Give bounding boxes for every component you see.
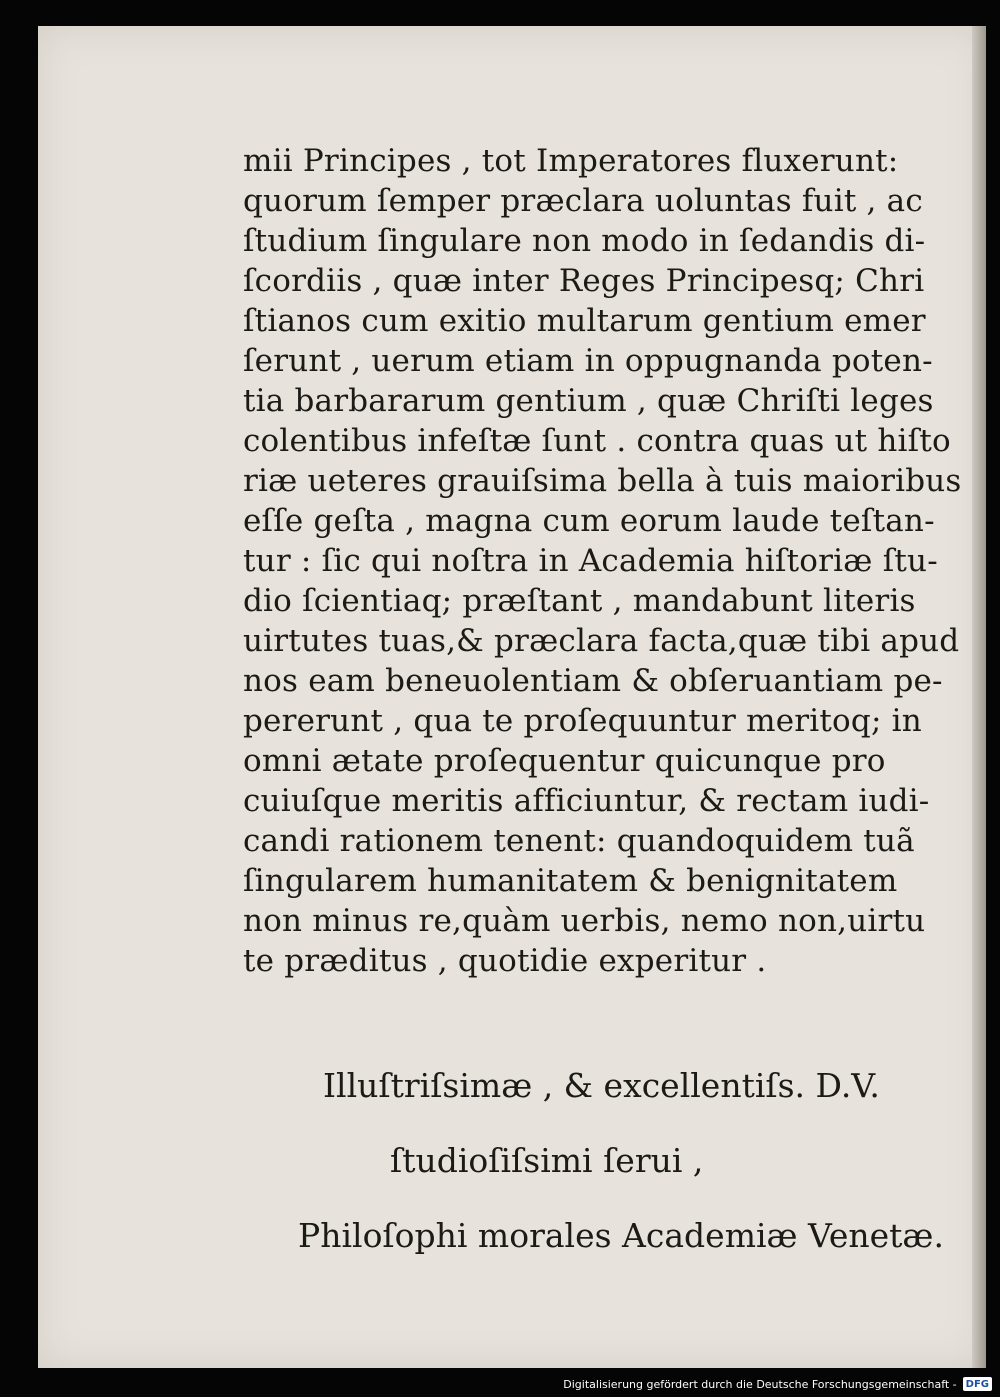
text-line: quorum ſemper præclara uoluntas fuit , ac bbox=[243, 183, 923, 219]
text-line: eſſe geſta , magna cum eorum laude teſtan- bbox=[243, 503, 935, 539]
text-line: omni ætate proſequentur quicunque pro bbox=[243, 743, 886, 779]
footer-credit: Digitalisierung gefördert durch die Deutsche Forschungsgemeinschaft - bbox=[563, 1377, 957, 1391]
text-line: riæ ueteres grauiſsima bella à tuis maioribus bbox=[243, 463, 962, 499]
text-line: cuiuſque meritis afficiuntur, & rectam iudi- bbox=[243, 783, 930, 819]
book-page bbox=[38, 26, 986, 1368]
text-line: nos eam beneuolentiam & obſeruantiam pe- bbox=[243, 663, 943, 699]
text-line: te præditus , quotidie experitur . bbox=[243, 943, 767, 979]
text-line: dio ſcientiaq; præſtant , mandabunt literis bbox=[243, 583, 916, 619]
text-line: ſcordiis , quæ inter Reges Principesq; Chri bbox=[243, 263, 925, 299]
text-line: mii Principes , tot Imperatores fluxerunt: bbox=[243, 143, 899, 179]
text-line: pererunt , qua te proſequuntur meritoq; in bbox=[243, 703, 922, 739]
closing-signature: Philoſophi morales Academiæ Venetæ. bbox=[298, 1216, 944, 1255]
text-line: colentibus infeſtæ ſunt . contra quas ut hiſto bbox=[243, 423, 951, 459]
text-line: ſtianos cum exitio multarum gentium emer bbox=[243, 303, 926, 339]
digitization-footer bbox=[563, 1375, 992, 1393]
text-line: tia barbararum gentium , quæ Chriſti leges bbox=[243, 383, 934, 419]
closing-servants: ſtudioſiſsimi ſerui , bbox=[390, 1141, 704, 1180]
text-line: non minus re,quàm uerbis, nemo non,uirtu bbox=[243, 903, 926, 939]
text-line: ſtudium ſingulare non modo in ſedandis di- bbox=[243, 223, 926, 259]
text-line: tur : ſic qui noſtra in Academia hiſtoriæ ſtu- bbox=[243, 543, 938, 579]
text-line: uirtutes tuas,& præclara facta,quæ tibi apud bbox=[243, 623, 960, 659]
closing-salutation: Illuſtriſsimæ , & excellentiſs. D.V. bbox=[323, 1066, 880, 1105]
dfg-logo-icon: DFG bbox=[963, 1377, 992, 1391]
text-line: ſingularem humanitatem & benignitatem bbox=[243, 863, 898, 899]
text-line: ſerunt , uerum etiam in oppugnanda poten- bbox=[243, 343, 933, 379]
body-text bbox=[243, 141, 962, 981]
text-line: candi rationem tenent: quandoquidem tuã bbox=[243, 823, 915, 859]
